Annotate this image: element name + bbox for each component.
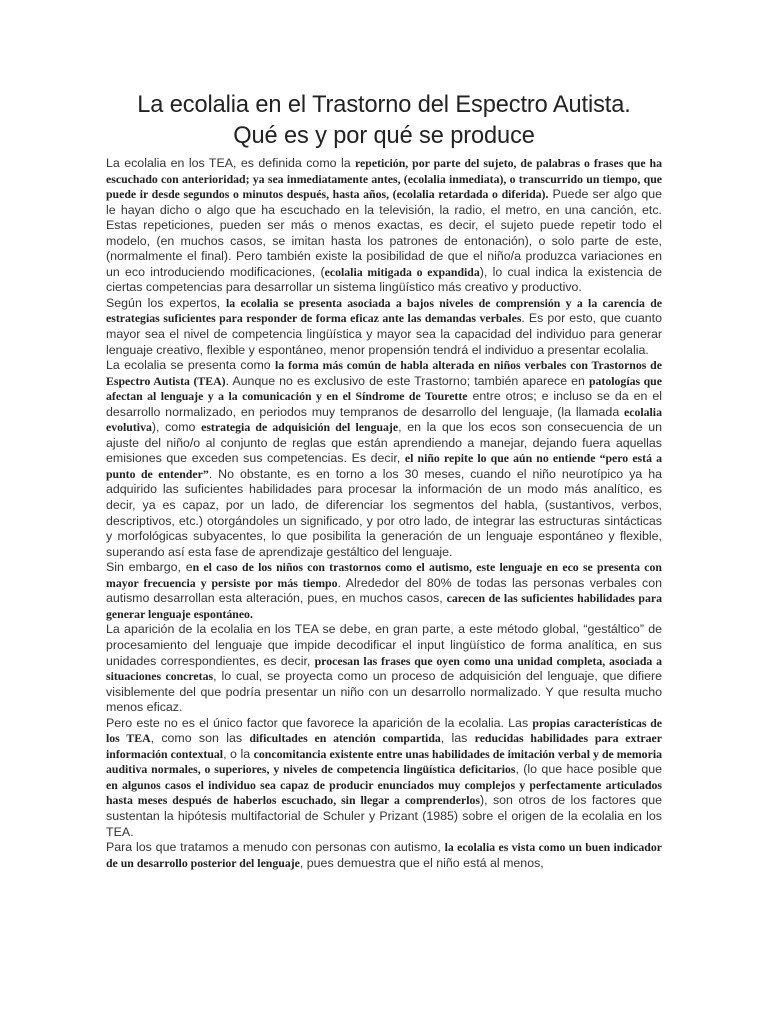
emphasis-text: patologías que afectan al lenguaje y a la comunicación y en el Síndrome de Tourette [106, 373, 662, 404]
emphasis-text: concomitancia existente entre unas habilidades de imitación verbal y de memoria auditiva normales, o superiores, y niveles de competencia lingüística deficitarios [106, 746, 662, 777]
paragraph-5: La aparición de la ecolalia en los TEA se debe, en gran parte, a este método global, “gestáltico” de procesamiento del lenguaje que impide decodificar el input lingüístico de forma analítica, en sus unidades correspondientes, es decir, procesan las frases que oyen como una unidad completa, asociada a situaciones concretas, lo cual, se proyecta como un proceso de adquisición del lenguaje, que difiere visiblemente del que podría presentar un niño con un desarrollo normalizado. Y que resulta mucho menos eficaz. [106, 622, 662, 715]
document-page [106, 90, 662, 871]
emphasis-text: procesan las frases que oyen como una unidad completa, asociada a situaciones concretas [106, 653, 662, 684]
emphasis-text: propias características de los TEA [106, 715, 663, 746]
paragraph-3: La ecolalia se presenta como la forma más común de habla alterada en niños verbales con Trastornos de Espectro Autista (TEA). Aunque no es exclusivo de este Trastorno; también aparece en patologías que afectan al lenguaje y a la comunicación y en el Síndrome de Tourette entre otros; e incluso se da en el desarrollo normalizado, en periodos muy tempranos de desarrollo del lenguaje, (la llamada ecolalia evolutiva), como estrategia de adquisición del lenguaje, en la que los ecos son consecuencia de un ajuste del niño/o al conjunto de reglas que están aprendiendo a manejar, dejando fuera aquellas emisiones que exceden sus competencias. Es decir, el niño repite lo que aún no entiende “pero está a punto de entender”. No obstante, es en torno a los 30 meses, cuando el niño neurotípico ya ha adquirido las suficientes habilidades para procesar la información de un modo más analítico, es decir, ya es capaz, por un lado, de diferenciar los segmentos del habla, (sustantivos, verbos, descriptivos, etc.) otorgándoles un significado, y por otro lado, de integrar las estructuras sintácticas y morfológicas subyacentes, lo que posibilita la generación de un lenguaje espontáneo y flexible, superando así esta fase de aprendizaje gestáltico del lenguaje. [106, 358, 663, 559]
paragraph-7: Para los que tratamos a menudo con personas con autismo, la ecolalia es vista como un buen indicador de un desarrollo posterior del lenguaje, pues demuestra que el niño está al menos, [106, 840, 662, 870]
emphasis-text: el niño repite lo que aún no entiende “pero está a punto de entender” [106, 451, 662, 481]
paragraph-2: Según los expertos, la ecolalia se presenta asociada a bajos niveles de comprensión y a la carencia de estrategias suficientes para responder de forma eficaz ante las demandas verbales. Es por esto, que cuanto mayor sea el nivel de competencia lingüística y mayor sea la capacidad del individuo para generar lenguaje creativo, flexible y espontáneo, menor propensión tendrá el individuo a presentar ecolalia. [106, 295, 663, 357]
paragraph-6: Pero este no es el único factor que favorece la aparición de la ecolalia. Las propias características de los TEA, como son las dificultades en atención compartida, las reducidas habilidades para extraer información contextual, o la concomitancia existente entre unas habilidades de imitación verbal y de memoria auditiva normales, o superiores, y niveles de competencia lingüística deficitarios, (lo que hace posible que en algunos casos el individuo sea capaz de producir enunciados muy complejos y perfectamente articulados hasta meses después de haberlos escuchado, sin llegar a comprenderlos), son otros de los factores que sustentan la hipótesis multifactorial de Schuler y Prizant (1985) sobre el origen de la ecolalia en los TEA. [106, 715, 663, 839]
emphasis-text: la forma más común de habla alterada en niños verbales con Trastornos de Espectro Autista (TEA) [106, 358, 662, 388]
document-title [106, 90, 662, 152]
title-line-1: La ecolalia en el Trastorno del Espectro Autista. [137, 92, 631, 118]
emphasis-text: dificultades en atención compartida [249, 731, 441, 746]
title-line-2: Qué es y por qué se produce [233, 123, 535, 149]
emphasis-text: en algunos casos el individuo sea capaz de producir enunciados muy complejos y perfectamente articulados hasta meses después de haberlos escuchado, sin llegar a comprenderlos [106, 777, 662, 808]
emphasis-text: reducidas habilidades para extraer información contextual [106, 731, 662, 761]
emphasis-text: carecen de las suficientes habilidades para generar lenguaje espontáneo. [106, 591, 662, 621]
emphasis-text: n el caso de los niños con trastornos como el autismo, este lenguaje en eco se presenta con mayor frecuencia y persiste por más tiempo [106, 560, 662, 590]
emphasis-text: repetición, por parte del sujeto, de palabras o frases que ha escuchado con anterioridad; ya sea inmediatamente antes, (ecolalia inmediata), o transcurrido un tiempo, que puede ir desde segundos o minutos después, hasta años, (ecolalia retardada o diferida). [106, 156, 662, 202]
emphasis-text: ecolalia mitigada o expandida [324, 264, 480, 279]
emphasis-text: la ecolalia es vista como un buen indicador de un desarrollo posterior del lenguaje [106, 840, 662, 870]
paragraph-4: Sin embargo, en el caso de los niños con trastornos como el autismo, este lenguaje en eco se presenta con mayor frecuencia y persiste por más tiempo. Alrededor del 80% de todas las personas verbales con autismo desarrollan esta alteración, pues, en muchos casos, carecen de las suficientes habilidades para generar lenguaje espontáneo. [106, 560, 662, 621]
emphasis-text: estrategia de adquisición del lenguaje [201, 420, 399, 435]
paragraph-1: La ecolalia en los TEA, es definida como la repetición, por parte del sujeto, de palabras o frases que ha escuchado con anterioridad; ya sea inmediatamente antes, (ecolalia inmediata), o transcurrido un tiempo, que puede ir desde segundos o minutos después, hasta años, (ecolalia retardada o diferida). Puede ser algo que le hayan dicho o algo que ha escuchado en la televisión, la radio, el metro, en una canción, etc. Estas repeticiones, pueden ser más o menos exactas, es decir, el sujeto puede repetir todo el modelo, (en muchos casos, se imitan hasta los patrones de entonación), o solo parte de este, (normalmente el final). Pero también existe la posibilidad de que el niño/a produzca variaciones en un eco introduciendo modificaciones, (ecolalia mitigada o expandida), lo cual indica la existencia de ciertas competencias para desarrollar un sistema lingüístico más creativo y productivo. [106, 156, 663, 295]
emphasis-text: la ecolalia se presenta asociada a bajos niveles de comprensión y a la carencia de estrategias suficientes para responder de forma eficaz ante las demandas verbales [106, 295, 663, 326]
document-body [106, 156, 662, 871]
emphasis-text: ecolalia evolutiva [106, 404, 662, 435]
